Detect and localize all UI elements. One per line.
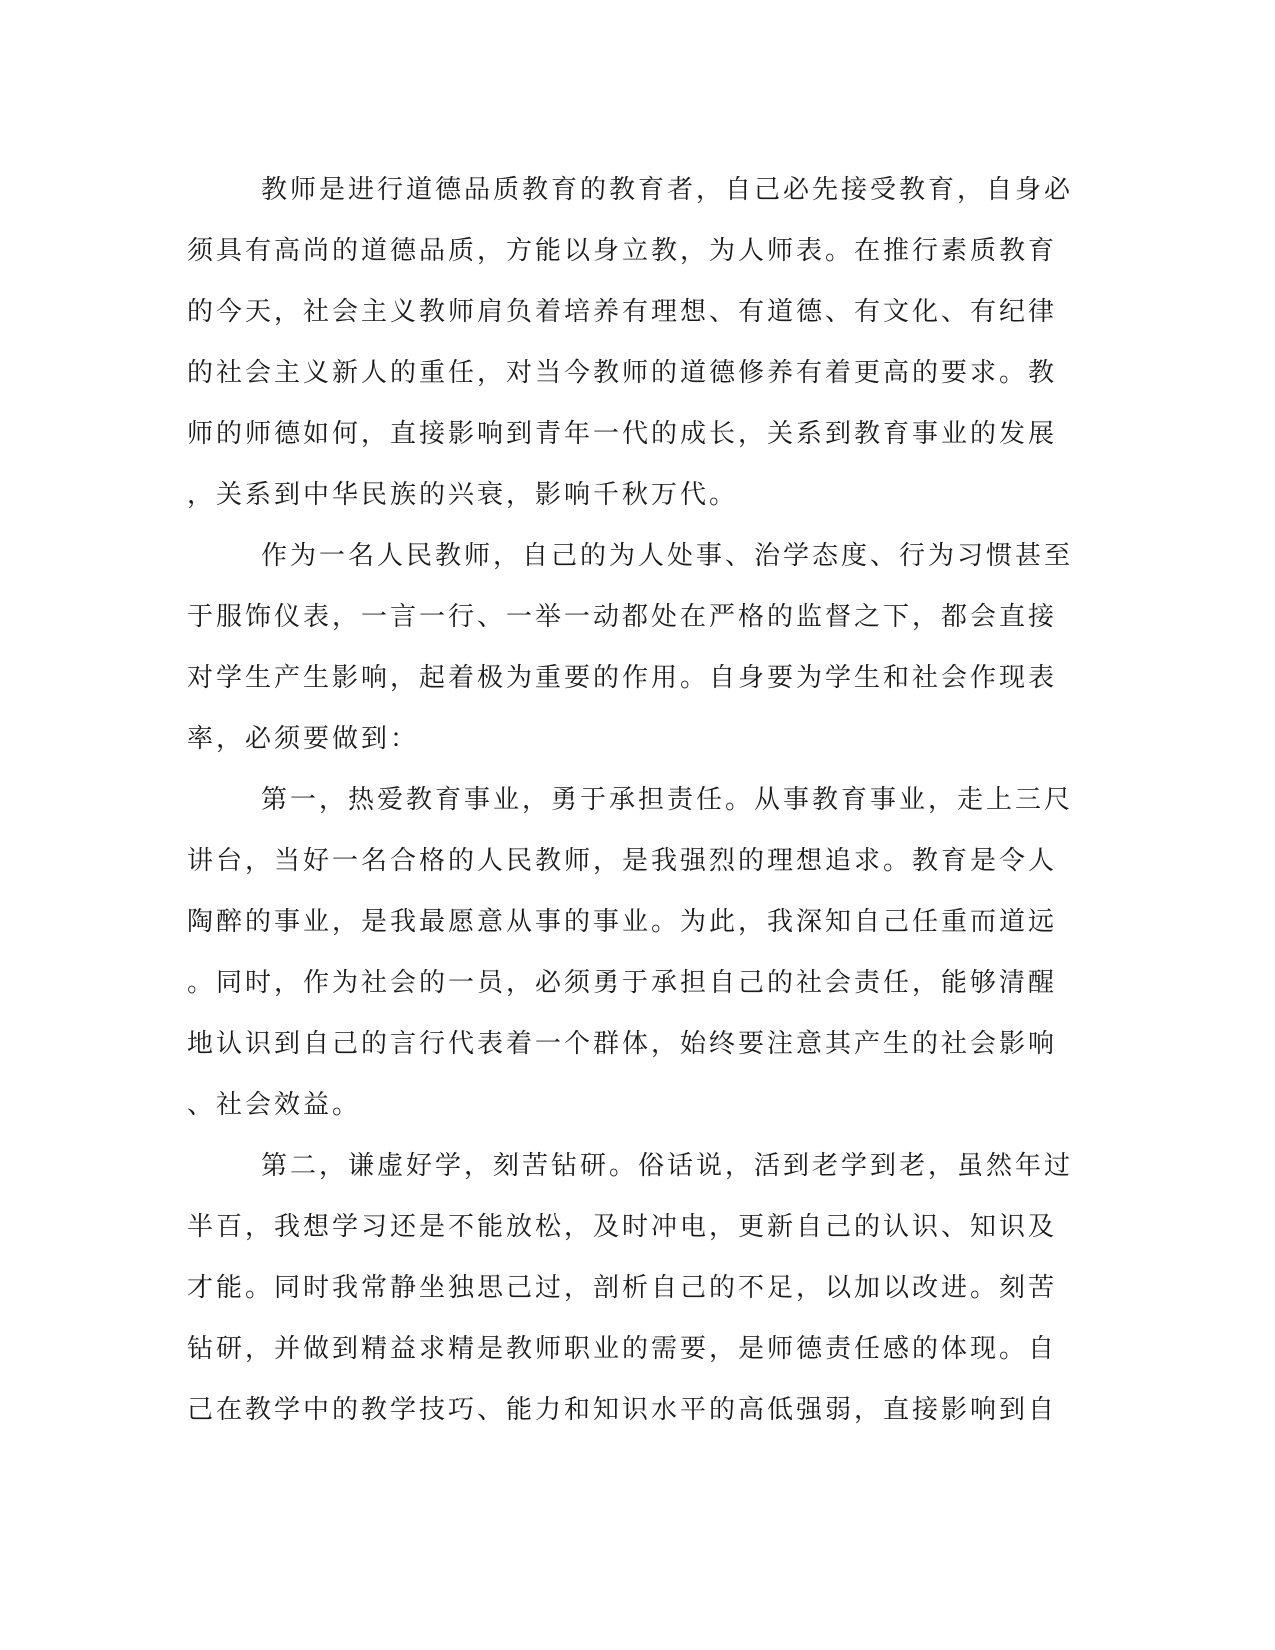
paragraph-line: 地认识到自己的言行代表着一个群体，始终要注意其产生的社会影响 — [187, 1029, 1058, 1059]
paragraph-line: 第二，谦虚好学，刻苦钻研。俗话说，活到老学到老，虽然年过 — [261, 1151, 1074, 1181]
paragraph-line: 讲台，当好一名合格的人民教师，是我强烈的理想追求。教育是令人 — [187, 846, 1058, 876]
paragraph-line: 师的师德如何，直接影响到青年一代的成长，关系到教育事业的发展 — [187, 419, 1058, 449]
paragraph-line: 的今天，社会主义教师肩负着培养有理想、有道德、有文化、有纪律 — [187, 297, 1058, 327]
paragraph-line: 的社会主义新人的重任，对当今教师的道德修养有着更高的要求。教 — [187, 358, 1058, 388]
paragraph-line: 、社会效益。 — [187, 1090, 362, 1120]
paragraph-line: 率，必须要做到： — [187, 724, 420, 754]
paragraph-line: 教师是进行道德品质教育的教育者，自己必先接受教育，自身必 — [261, 175, 1074, 205]
paragraph-line: 。同时，作为社会的一员，必须勇于承担自己的社会责任，能够清醒 — [187, 968, 1058, 998]
paragraph-line: 陶醉的事业，是我最愿意从事的事业。为此，我深知自己任重而道远 — [187, 907, 1058, 937]
document-body — [187, 160, 1074, 1441]
paragraph-1 — [187, 160, 1074, 526]
paragraph-line: 于服饰仪表，一言一行、一举一动都处在严格的监督之下，都会直接 — [187, 602, 1058, 632]
paragraph-line: 半百，我想学习还是不能放松，及时冲电，更新自己的认识、知识及 — [187, 1212, 1058, 1242]
paragraph-2 — [187, 526, 1074, 770]
paragraph-line: 才能。同时我常静坐独思己过，剖析自己的不足，以加以改进。刻苦 — [187, 1273, 1058, 1303]
paragraph-3 — [187, 770, 1074, 1136]
paragraph-line: 须具有高尚的道德品质，方能以身立教，为人师表。在推行素质教育 — [187, 236, 1058, 266]
paragraph-4 — [187, 1136, 1074, 1441]
paragraph-line: 作为一名人民教师，自己的为人处事、治学态度、行为习惯甚至 — [261, 541, 1074, 571]
paragraph-line: ，关系到中华民族的兴衰，影响千秋万代。 — [187, 480, 739, 510]
paragraph-line: 对学生产生影响，起着极为重要的作用。自身要为学生和社会作现表 — [187, 663, 1058, 693]
paragraph-line: 己在教学中的教学技巧、能力和知识水平的高低强弱，直接影响到自 — [187, 1395, 1058, 1425]
paragraph-line: 钻研，并做到精益求精是教师职业的需要，是师德责任感的体现。自 — [187, 1334, 1058, 1364]
paragraph-line: 第一，热爱教育事业，勇于承担责任。从事教育事业，走上三尺 — [261, 785, 1074, 815]
